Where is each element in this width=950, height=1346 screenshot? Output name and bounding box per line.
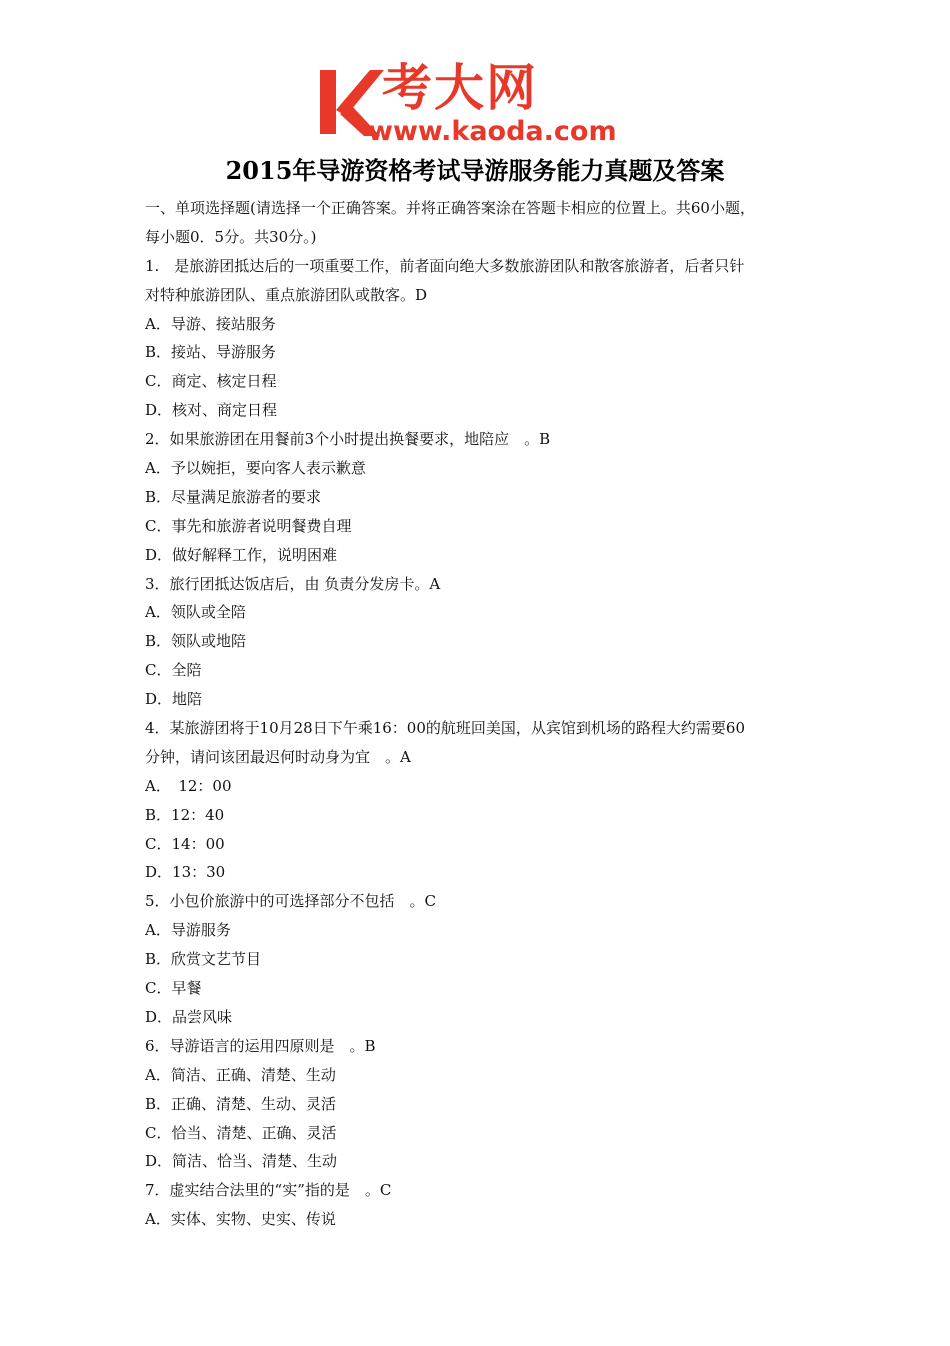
text-line: 7．虚实结合法里的“实”指的是 。C (145, 1181, 392, 1200)
text-line: 5．小包价旅游中的可选择部分不包括 。C (145, 892, 437, 911)
text-line: D．地陪 (145, 690, 203, 709)
text-line: A．领队或全陪 (145, 603, 246, 622)
text-line: C．商定、核定日程 (145, 372, 277, 391)
text-line: C．恰当、清楚、正确、灵活 (145, 1123, 337, 1142)
text-line: D．核对、商定日程 (145, 401, 278, 420)
text-line: C．早餐 (145, 979, 202, 998)
text-line: D．简洁、恰当、清楚、生动 (145, 1152, 338, 1171)
text-line: B．12：40 (145, 805, 225, 824)
text-line: A．简洁、正确、清楚、生动 (145, 1065, 336, 1084)
text-line: B．接站、导游服务 (145, 343, 277, 362)
text-line: 2．如果旅游团在用餐前3个小时提出换餐要求，地陪应 。B (145, 430, 551, 449)
text-line: 每小题0．5分。共30分。) (145, 227, 317, 246)
logo-brand-text: 考大网 (382, 59, 538, 117)
text-line: A．导游服务 (145, 921, 231, 940)
text-line: 6．导游语言的运用四原则是 。B (145, 1036, 376, 1055)
question-list (145, 194, 815, 1234)
text-line: C．事先和旅游者说明餐费自理 (145, 516, 352, 535)
text-line: A．予以婉拒，要向客人表示歉意 (145, 459, 366, 478)
text-line: D．13：30 (145, 863, 226, 882)
text-line: C．全陪 (145, 661, 202, 680)
text-line: 4．某旅游团将于10月28日下午乘16：00的航班回美国，从宾馆到机场的路程大约需要60 (145, 719, 745, 738)
kaoda-logo (318, 59, 640, 150)
text-line: B．尽量满足旅游者的要求 (145, 487, 322, 506)
text-line: 对特种旅游团队、重点旅游团队或散客。D (145, 285, 428, 304)
text-line: B．欣赏文艺节目 (145, 950, 262, 969)
text-line: A．实体、实物、史实、传说 (145, 1210, 336, 1229)
text-line: D．做好解释工作，说明困难 (145, 545, 338, 564)
text-line: B．正确、清楚、生动、灵活 (145, 1094, 337, 1113)
text-line: 一、单项选择题(请选择一个正确答案。并将正确答案涂在答题卡相应的位置上。共60小题， (145, 199, 755, 217)
text-line: 1. 是旅游团抵达后的一项重要工作，前者面向绝大多数旅游团队和散客旅游者，后者只针 (145, 256, 745, 275)
text-line: A．导游、接站服务 (145, 314, 276, 333)
text-line: 分钟，请问该团最迟何时动身为宜 。A (145, 747, 411, 766)
text-line: D．品尝风味 (145, 1007, 233, 1026)
text-line: B．领队或地陪 (145, 632, 247, 651)
logo-url-text: www.kaoda.com (368, 116, 617, 147)
text-line: C．14：00 (145, 834, 225, 853)
text-line: A． 12：00 (145, 776, 232, 795)
text-line: 3．旅行团抵达饭店后，由 负责分发房卡。A (145, 574, 441, 593)
document-title: 2015年导游资格考试导游服务能力真题及答案 (225, 156, 725, 185)
